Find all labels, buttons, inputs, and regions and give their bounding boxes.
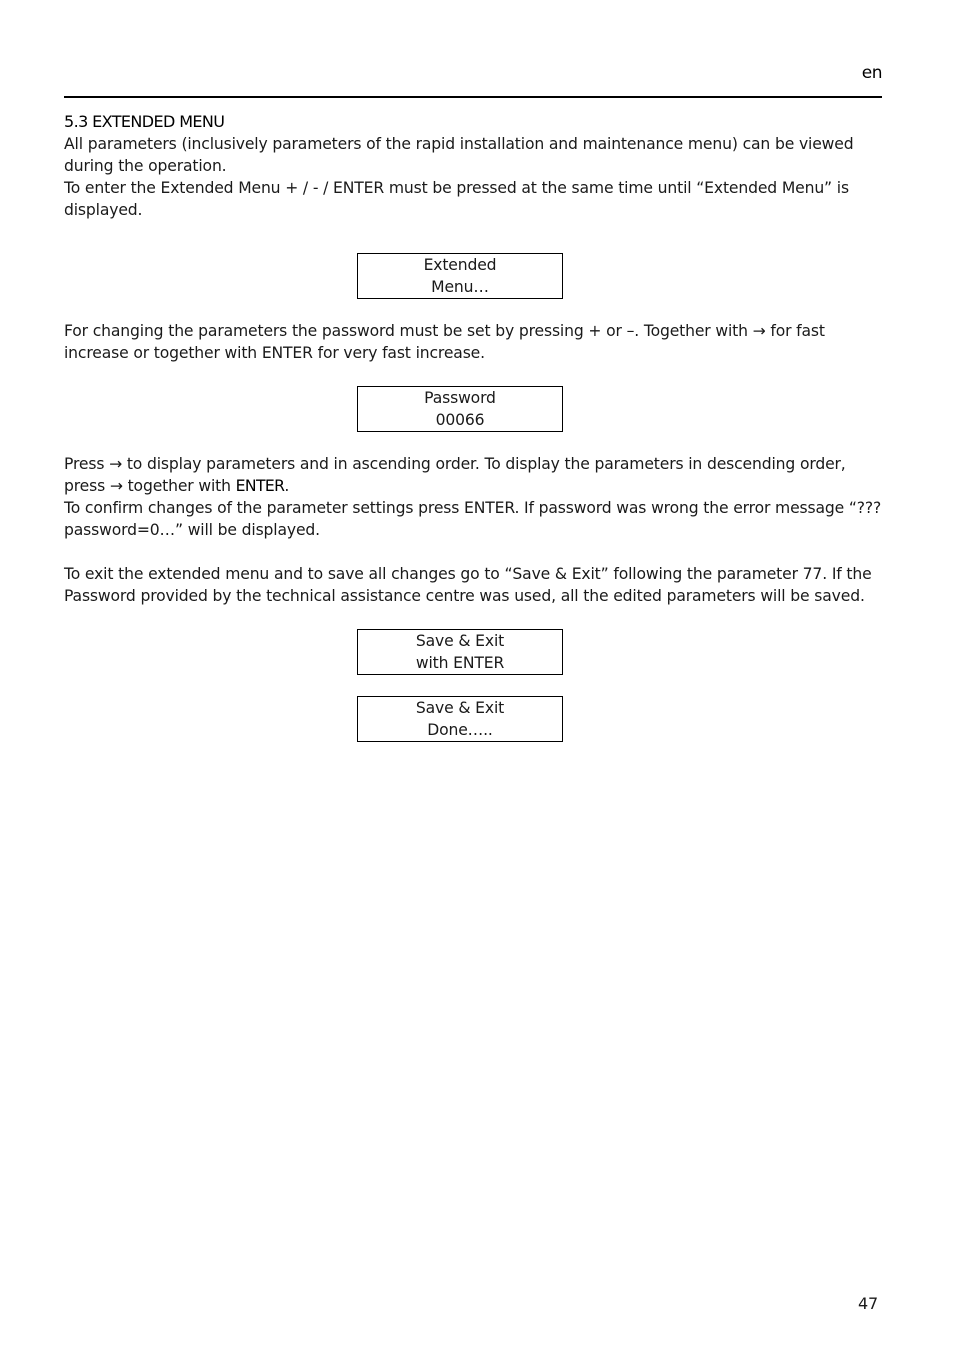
display-save-done (357, 696, 563, 742)
display-line-1: Save & Exit (415, 699, 505, 717)
section-extended-menu (64, 111, 886, 742)
display-line-2: Done….. (427, 721, 493, 739)
press-paragraph (64, 453, 886, 497)
display-line-1: Password (424, 389, 496, 407)
display-save-exit (357, 629, 563, 675)
section-heading: 5.3 EXTENDED MENU (64, 112, 225, 131)
press-text: Press → to display parameters and in ascending order. To display the parameters in descending order, press → together with (64, 455, 846, 495)
language-label: en (861, 63, 882, 83)
exit-paragraph: To exit the extended menu and to save all changes go to “Save & Exit” following the parameter 77. If the Password provided by the technical assistance centre was used, all the edited parameters will be saved. (64, 565, 872, 605)
page-number: 47 (858, 1294, 878, 1313)
press-text-end: . (284, 477, 290, 495)
intro-paragraph-2: To enter the Extended Menu + / - / ENTER must be pressed at the same time until “Extended Menu” is displayed. (64, 179, 849, 219)
password-paragraph: For changing the parameters the password must be set by pressing + or –. Together with → for fast increase or together with ENTER for very fast increase. (64, 322, 825, 362)
header-rule (64, 96, 882, 98)
display-line-2: Menu… (431, 278, 489, 296)
intro-paragraph-1: All parameters (inclusively parameters of the rapid installation and maintenance menu) can be viewed during the operation. (64, 135, 854, 175)
display-password (357, 386, 563, 432)
confirm-paragraph: To confirm changes of the parameter settings press ENTER. If password was wrong the error message “???password=0…” will be displayed. (64, 499, 882, 539)
display-line-1: Extended (423, 256, 497, 274)
display-line-1: Save & Exit (415, 632, 505, 650)
enter-key-label: ENTER (235, 477, 285, 495)
display-line-2: 00066 (435, 411, 485, 429)
display-line-2: with ENTER (415, 654, 505, 672)
display-extended-menu (357, 253, 563, 299)
